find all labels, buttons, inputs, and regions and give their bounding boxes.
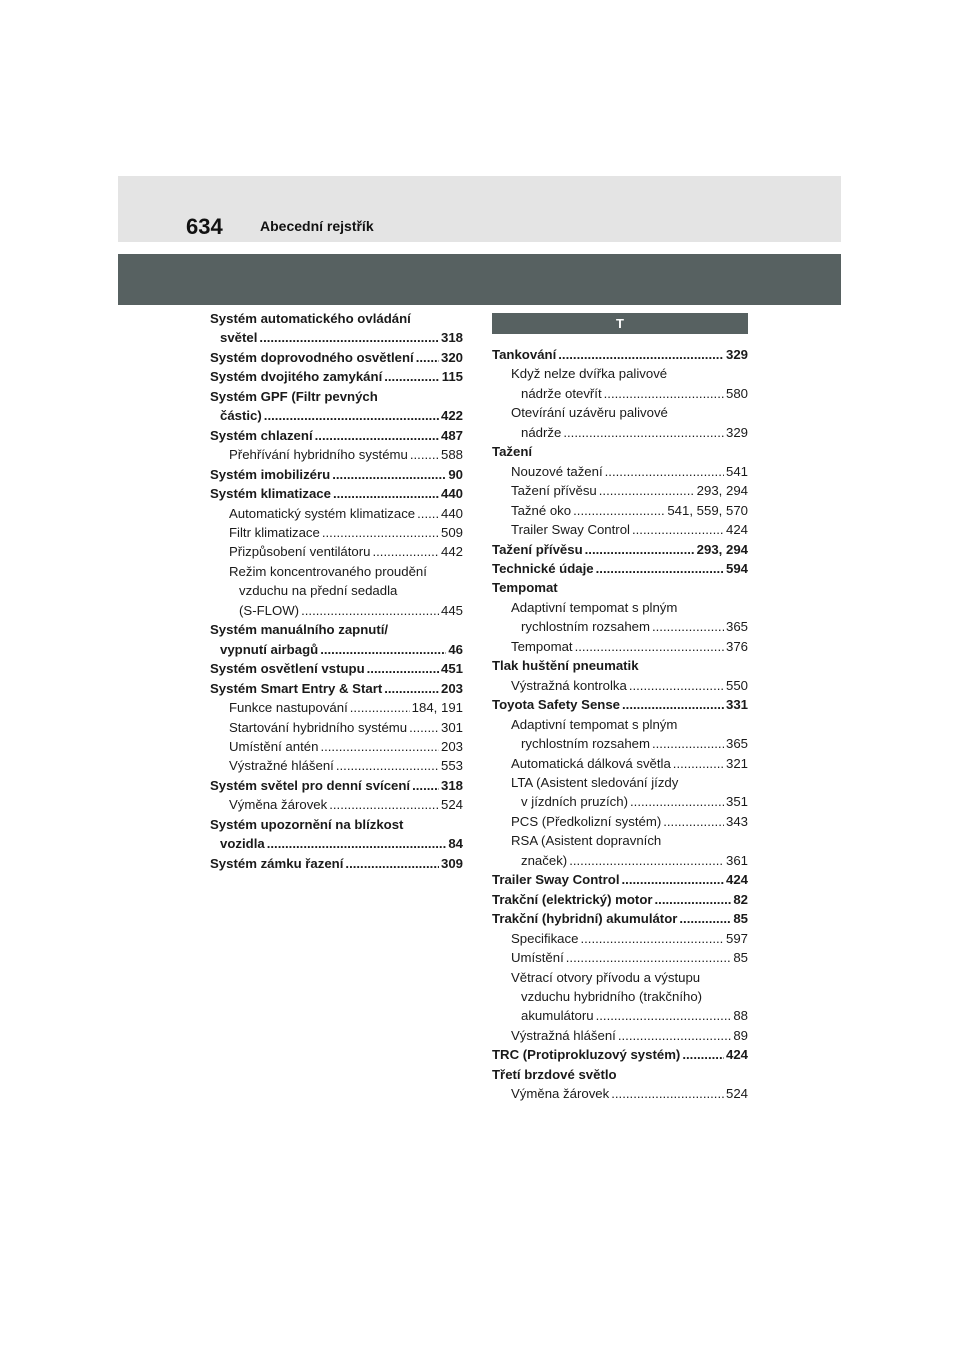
index-entry-label: Systém zámku řazení <box>210 855 344 871</box>
index-entry-label: Nouzové tažení <box>511 463 603 479</box>
index-entry-label: Systém Smart Entry & Start <box>210 680 383 696</box>
index-page-number: 331 <box>725 697 748 713</box>
index-page-number: 293, 294 <box>696 541 748 557</box>
index-entry-label: rychlostním rozsahem <box>521 619 650 635</box>
index-entry-label: Systém dvojitého zamykání <box>210 369 383 385</box>
index-entry <box>492 676 748 695</box>
dot-leader <box>673 754 724 773</box>
index-entry-label: Systém doprovodného osvětlení <box>210 349 414 365</box>
index-entry-text: Systém upozornění na blízkost <box>210 816 404 832</box>
index-entry <box>492 831 748 850</box>
dot-leader <box>618 1026 732 1045</box>
index-entry <box>210 328 463 347</box>
index-entry <box>210 737 463 756</box>
index-page-number: 594 <box>725 560 748 576</box>
dot-leader <box>632 520 724 539</box>
index-page-number: 424 <box>725 1047 748 1063</box>
index-entry-label: Tažení přívěsu <box>492 541 583 557</box>
index-page-number: 329 <box>725 347 748 362</box>
index-entry <box>492 617 748 636</box>
index-page-number: 424 <box>725 872 748 888</box>
dot-leader <box>575 637 724 656</box>
index-page-number: 365 <box>725 736 748 752</box>
index-entry <box>492 481 748 500</box>
index-entry <box>210 659 463 678</box>
letter-heading: T <box>492 313 748 334</box>
index-entry <box>210 387 463 406</box>
dot-leader <box>384 367 439 386</box>
section-title: Abecední rejstřík <box>260 218 374 234</box>
dot-leader <box>682 1045 724 1064</box>
index-entry-label: TRC (Protiprokluzový systém) <box>492 1047 681 1063</box>
index-entry <box>210 795 463 814</box>
index-entry-label: Funkce nastupování <box>229 700 348 716</box>
dot-leader <box>329 795 439 814</box>
index-page-number: 318 <box>440 777 463 793</box>
index-entry-label: Technické údaje <box>492 560 594 576</box>
dot-leader <box>604 384 724 403</box>
dot-leader <box>573 501 665 520</box>
dot-leader <box>629 676 724 695</box>
index-entry <box>210 465 463 484</box>
index-page-number: 88 <box>733 1008 748 1024</box>
dot-leader <box>630 792 724 811</box>
index-entry <box>210 620 463 639</box>
index-entry-label: Tempomat <box>511 638 573 654</box>
dot-leader <box>569 851 724 870</box>
index-entry <box>492 656 748 675</box>
dot-leader <box>301 601 439 620</box>
index-entry-label: Systém osvětlení vstupu <box>210 661 365 677</box>
index-page-number: 318 <box>440 330 463 346</box>
index-entry <box>492 734 748 753</box>
index-entry-label: PCS (Předkolizní systém) <box>511 813 662 829</box>
index-entry <box>210 756 463 775</box>
index-entry-label: vozidla <box>220 836 265 852</box>
index-entry <box>492 364 748 383</box>
index-entry-text: Tempomat <box>492 580 558 596</box>
dot-leader <box>345 854 439 873</box>
dot-leader <box>558 345 724 364</box>
index-column-left <box>210 309 463 873</box>
index-entry <box>492 909 748 928</box>
index-entry <box>492 792 748 811</box>
index-page-number: 541 <box>725 463 748 479</box>
index-entry-label: Trakční (elektrický) motor <box>492 891 653 907</box>
index-entry <box>210 854 463 873</box>
dot-leader <box>622 695 724 714</box>
index-entry <box>492 987 748 1006</box>
index-entry-label: Přizpůsobení ventilátoru <box>229 544 371 560</box>
index-page-number: 115 <box>441 369 463 385</box>
index-entry <box>492 598 748 617</box>
dot-leader <box>315 426 439 445</box>
index-page-number: 553 <box>440 758 463 774</box>
index-entry-text: Když nelze dvířka palivové <box>511 366 668 382</box>
index-entry <box>210 834 463 853</box>
index-entry-label: Systém chlazení <box>210 427 313 443</box>
index-entry-label: Trakční (hybridní) akumulátor <box>492 911 678 927</box>
dot-leader <box>611 1084 724 1103</box>
index-entry-text: Režim koncentrovaného proudění <box>229 563 427 579</box>
dot-leader <box>267 834 447 853</box>
index-page-number: 89 <box>733 1027 748 1043</box>
index-entry-label: částic) <box>220 408 262 424</box>
dot-leader <box>652 734 724 753</box>
index-entry <box>492 501 748 520</box>
index-entry <box>210 542 463 561</box>
index-page-number: 445 <box>440 602 463 618</box>
dot-leader <box>259 328 439 347</box>
index-entry-text: Tažení <box>492 444 533 460</box>
index-page-number: 321 <box>725 755 748 771</box>
index-entry <box>210 504 463 523</box>
index-entry-label: Trailer Sway Control <box>492 872 620 888</box>
index-page-number: 203 <box>440 738 463 754</box>
index-entry-label: Systém klimatizace <box>210 486 331 502</box>
index-entry <box>210 698 463 717</box>
index-entry-label: Specifikace <box>511 930 579 946</box>
index-page-number: 524 <box>440 797 463 813</box>
dot-leader <box>410 445 439 464</box>
dot-leader <box>409 718 439 737</box>
index-entry <box>210 406 463 425</box>
index-entry <box>492 345 748 364</box>
index-entry-text: vzduchu na přední sedadla <box>239 583 398 599</box>
index-entry <box>492 1026 748 1045</box>
index-entry <box>492 442 748 461</box>
index-entry-label: Umístění antén <box>229 738 319 754</box>
dot-leader <box>585 540 695 559</box>
index-entry-label: Trailer Sway Control <box>511 522 630 538</box>
index-entry <box>210 309 463 328</box>
index-entry <box>492 520 748 539</box>
index-entry <box>492 870 748 889</box>
index-entry-label: Výměna žárovek <box>511 1086 610 1102</box>
index-page-number: 90 <box>448 466 463 482</box>
dot-leader <box>412 776 439 795</box>
index-entry-label: světel <box>220 330 258 346</box>
index-entry <box>492 695 748 714</box>
dot-leader <box>663 812 724 831</box>
index-entry-label: Systém imobilizéru <box>210 466 331 482</box>
index-entry-text: vzduchu hybridního (trakčního) <box>521 988 703 1004</box>
dot-leader <box>416 348 439 367</box>
index-entry-label: Tažné oko <box>511 502 572 518</box>
dot-leader <box>417 504 439 523</box>
index-page-number: 82 <box>733 891 748 907</box>
chapter-bar <box>118 254 841 305</box>
index-entry <box>210 426 463 445</box>
index-entry-text: Větrací otvory přívodu a výstupu <box>511 969 701 985</box>
index-page-number: 376 <box>725 638 748 654</box>
index-page-number: 203 <box>440 680 463 696</box>
index-entry-label: Přehřívání hybridního systému <box>229 447 408 463</box>
index-entry-label: rychlostním rozsahem <box>521 736 650 752</box>
dot-leader <box>320 737 439 756</box>
index-entry <box>210 562 463 581</box>
index-entry-text: Otevírání uzávěru palivové <box>511 405 668 421</box>
index-entry-label: (S-FLOW) <box>239 602 300 618</box>
index-entry <box>492 773 748 792</box>
index-entry <box>492 715 748 734</box>
index-column-right <box>492 345 748 1104</box>
index-entry <box>492 1006 748 1025</box>
index-entry <box>492 929 748 948</box>
index-entry-label: Toyota Safety Sense <box>492 697 621 713</box>
dot-leader <box>322 523 439 542</box>
index-page-number: 329 <box>725 424 748 440</box>
index-entry <box>492 851 748 870</box>
index-page-number: 597 <box>725 930 748 946</box>
index-page-number: 301 <box>440 719 463 735</box>
dot-leader <box>596 1006 732 1025</box>
index-page-number: 351 <box>725 794 748 810</box>
index-page-number: 442 <box>440 544 463 560</box>
dot-leader <box>596 559 724 578</box>
index-entry-text: Třetí brzdové světlo <box>492 1066 617 1082</box>
index-entry-label: Automatická dálková světla <box>511 755 671 771</box>
index-entry-label: nádrže <box>521 424 562 440</box>
dot-leader <box>332 465 446 484</box>
index-entry <box>492 578 748 597</box>
index-entry-label: Výměna žárovek <box>229 797 328 813</box>
index-entry-text: Adaptivní tempomat s plným <box>511 716 678 732</box>
index-entry-label: Filtr klimatizace <box>229 524 320 540</box>
index-entry <box>492 384 748 403</box>
index-page-number: 422 <box>440 408 463 424</box>
index-entry <box>210 815 463 834</box>
index-entry-label: Tankování <box>492 347 557 362</box>
index-page-number: 588 <box>440 447 463 463</box>
index-entry <box>492 462 748 481</box>
index-entry <box>210 581 463 600</box>
index-page-number: 361 <box>725 852 748 868</box>
index-entry <box>492 559 748 578</box>
index-entry-label: akumulátoru <box>521 1008 594 1024</box>
index-page-number: 550 <box>725 677 748 693</box>
index-page-number: 524 <box>725 1086 748 1102</box>
index-entry-label: Výstražná hlášení <box>511 1027 616 1043</box>
index-entry <box>210 718 463 737</box>
index-entry <box>492 890 748 909</box>
dot-leader <box>580 929 724 948</box>
dot-leader <box>333 484 439 503</box>
index-entry <box>492 403 748 422</box>
index-entry-text: Systém manuálního zapnutí/ <box>210 622 389 638</box>
index-entry <box>210 367 463 386</box>
index-page-number: 84 <box>448 836 463 852</box>
index-entry <box>492 754 748 773</box>
page-number: 634 <box>186 214 223 239</box>
index-page-number: 440 <box>440 486 463 502</box>
dot-leader <box>599 481 695 500</box>
dot-leader <box>566 948 732 967</box>
dot-leader <box>336 756 439 775</box>
dot-leader <box>652 617 724 636</box>
dot-leader <box>679 909 731 928</box>
index-entry-label: Systém světel pro denní svícení <box>210 777 411 793</box>
index-page-number: 309 <box>440 855 463 871</box>
index-entry <box>492 812 748 831</box>
index-page-number: 440 <box>440 505 463 521</box>
index-entry-text: Systém automatického ovládání <box>210 311 411 326</box>
index-entry-label: nádrže otevřít <box>521 385 602 401</box>
header-band <box>118 176 841 242</box>
index-entry <box>492 423 748 442</box>
index-entry-label: Výstražné hlášení <box>229 758 334 774</box>
dot-leader <box>264 406 439 425</box>
dot-leader <box>320 640 446 659</box>
index-page-number: 365 <box>725 619 748 635</box>
index-entry <box>492 968 748 987</box>
index-entry <box>492 1065 748 1084</box>
index-page-number: 320 <box>440 349 463 365</box>
index-entry-label: v jízdních pruzích) <box>521 794 629 810</box>
index-page-number: 451 <box>440 661 463 677</box>
index-entry-label: Výstražná kontrolka <box>511 677 627 693</box>
index-entry <box>492 1084 748 1103</box>
index-entry <box>210 679 463 698</box>
index-entry <box>492 1045 748 1064</box>
dot-leader <box>372 542 439 561</box>
index-entry <box>210 348 463 367</box>
index-entry-text: Adaptivní tempomat s plným <box>511 599 678 615</box>
dot-leader <box>367 659 439 678</box>
index-entry <box>210 601 463 620</box>
dot-leader <box>622 870 724 889</box>
index-page-number: 487 <box>440 427 463 443</box>
index-page-number: 424 <box>725 522 748 538</box>
index-page-number: 184, 191 <box>411 700 463 716</box>
index-entry <box>492 948 748 967</box>
dot-leader <box>605 462 724 481</box>
index-entry <box>210 640 463 659</box>
index-page-number: 343 <box>725 813 748 829</box>
index-entry-label: vypnutí airbagů <box>220 641 319 657</box>
index-page-number: 509 <box>440 524 463 540</box>
index-entry-text: Tlak huštění pneumatik <box>492 658 639 674</box>
index-entry <box>210 776 463 795</box>
index-entry <box>210 445 463 464</box>
index-entry-text: LTA (Asistent sledování jízdy <box>511 774 679 790</box>
index-entry-label: Tažení přívěsu <box>511 483 597 499</box>
index-entry-text: Systém GPF (Filtr pevných <box>210 388 378 404</box>
index-entry-label: Automatický systém klimatizace <box>229 505 416 521</box>
index-page-number: 85 <box>733 911 748 927</box>
dot-leader <box>384 679 439 698</box>
index-page-number: 46 <box>448 641 463 657</box>
index-entry <box>210 523 463 542</box>
index-entry-label: Umístění <box>511 950 564 966</box>
index-page-number: 541, 559, 570 <box>667 502 748 518</box>
index-entry-text: RSA (Asistent dopravních <box>511 833 662 849</box>
index-entry-label: značek) <box>521 852 568 868</box>
dot-leader <box>563 423 724 442</box>
index-page-number: 293, 294 <box>696 483 748 499</box>
dot-leader <box>350 698 410 717</box>
index-page-number: 85 <box>733 950 748 966</box>
index-entry <box>492 540 748 559</box>
index-entry-label: Startování hybridního systému <box>229 719 408 735</box>
index-entry <box>492 637 748 656</box>
index-page-number: 580 <box>725 385 748 401</box>
dot-leader <box>655 890 732 909</box>
index-entry <box>210 484 463 503</box>
